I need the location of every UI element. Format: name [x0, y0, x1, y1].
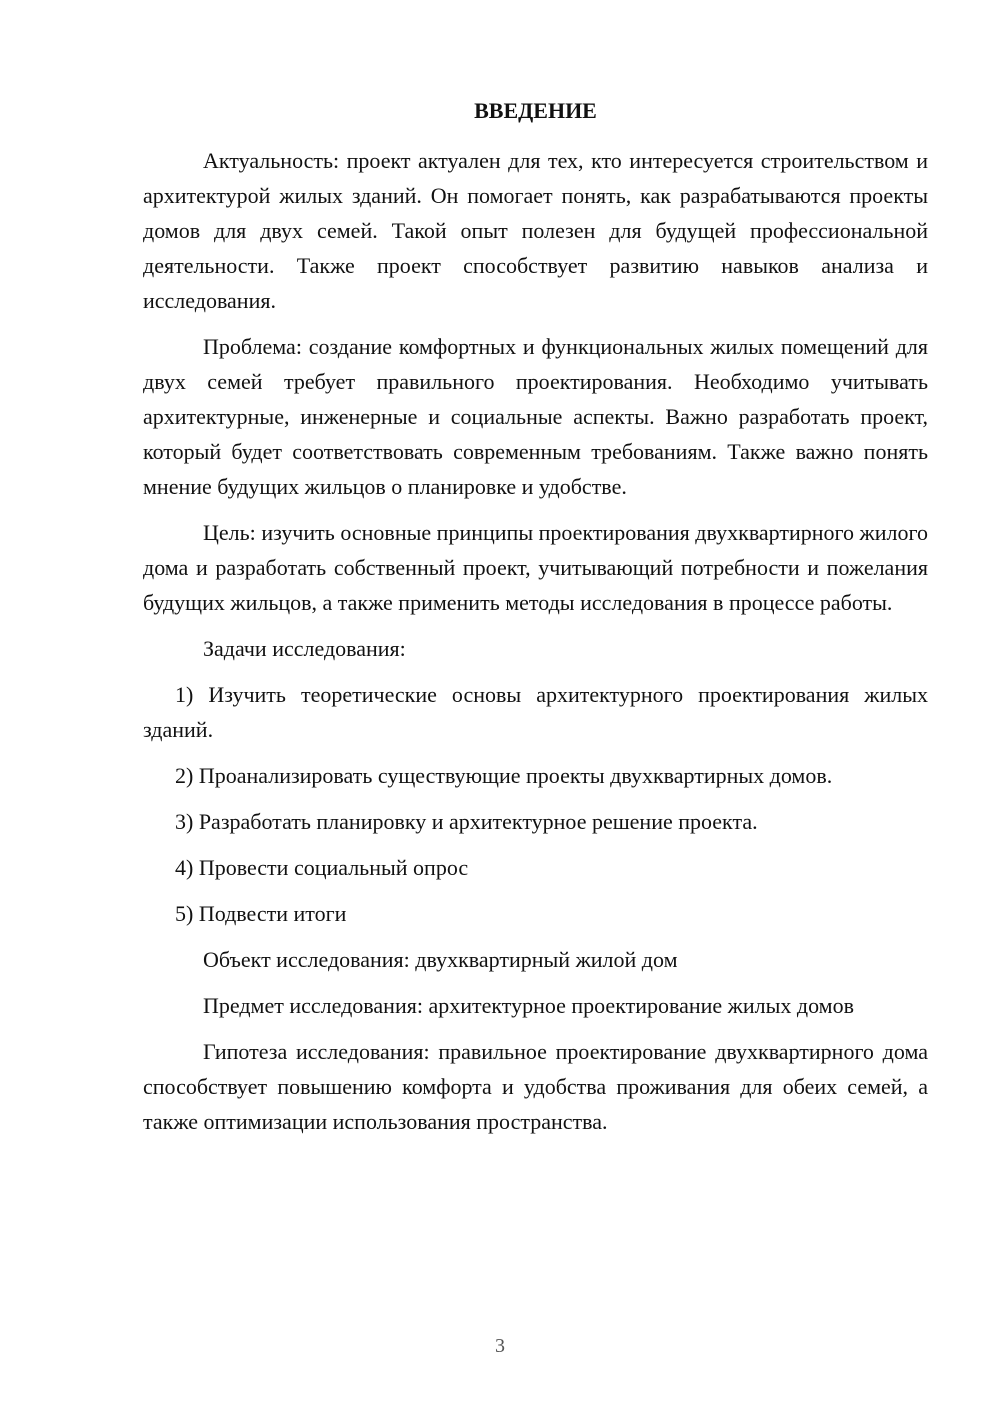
task-item: 3) Разработать планировку и архитектурное решение проекта. [175, 809, 758, 834]
paragraph-relevance: Актуальность: проект актуален для тех, кто интересуется строительством и архитектурой жилых зданий. Он помогает понять, как разрабатываются проекты домов для двух семей. Такой опыт полезен для будущей профессиональной деятельности. Также проект способствует развитию навыков анализа и исследования. [143, 148, 928, 313]
paragraph-subject: Предмет исследования: архитектурное проектирование жилых домов [203, 993, 854, 1018]
task-item: 1) Изучить теоретические основы архитектурного проектирования жилых зданий. [143, 682, 928, 742]
paragraph-hypothesis: Гипотеза исследования: правильное проектирование двухквартирного дома способствует повышению комфорта и удобства проживания для обеих семей, а также оптимизации использования пространства. [143, 1039, 928, 1134]
paragraph-problem: Проблема: создание комфортных и функциональных жилых помещений для двух семей требует правильного проектирования. Необходимо учитывать архитектурные, инженерные и социальные аспекты. Важно разработать проект, который будет соответствовать современным требованиям. Также важно понять мнение будущих жильцов о планировке и удобстве. [143, 334, 928, 499]
page-number: 3 [495, 1335, 505, 1357]
paragraph-tasks-heading: Задачи исследования: [203, 636, 406, 661]
paragraph-object: Объект исследования: двухквартирный жилой дом [203, 947, 678, 972]
paragraph-goal: Цель: изучить основные принципы проектирования двухквартирного жилого дома и разработать собственный проект, учитывающий потребности и пожелания будущих жильцов, а также применить методы исследования в процессе работы. [143, 520, 928, 615]
page-title: ВВЕДЕНИЕ [474, 98, 597, 123]
task-item: 5) Подвести итоги [175, 901, 347, 926]
task-item: 4) Провести социальный опрос [175, 855, 469, 880]
document-body [143, 143, 928, 1150]
task-item: 2) Проанализировать существующие проекты двухквартирных домов. [175, 763, 833, 788]
